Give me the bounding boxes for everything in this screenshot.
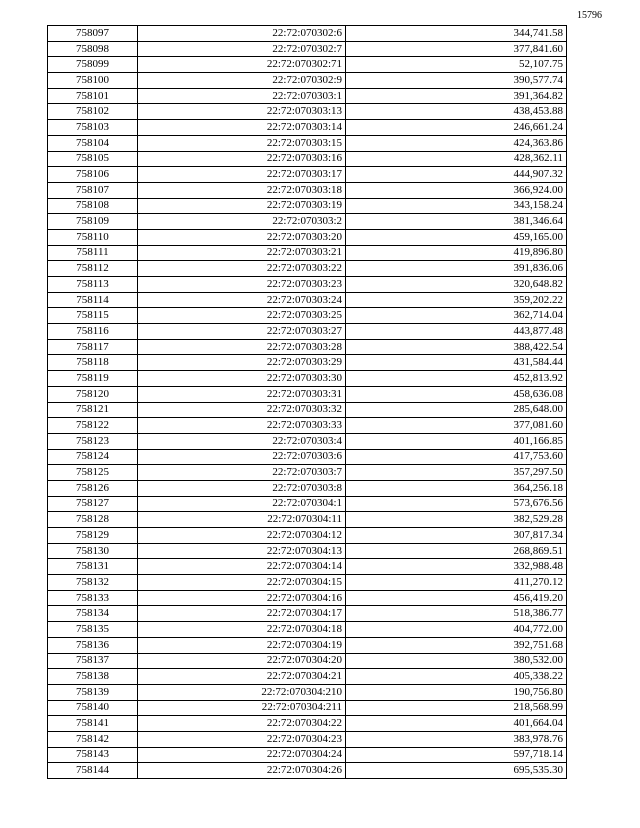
row-number-cell: 758121 [48,402,138,418]
value-cell: 452,813.92 [346,371,567,387]
row-number-cell: 758133 [48,590,138,606]
cadastral-number-cell: 22:72:070304:211 [138,700,346,716]
value-cell: 268,869.51 [346,543,567,559]
table-row [48,324,567,340]
value-cell: 392,751.68 [346,637,567,653]
table-row [48,590,567,606]
table-row [48,167,567,183]
table-row [48,559,567,575]
registry-table-body [48,26,567,779]
row-number-cell: 758136 [48,637,138,653]
table-row [48,104,567,120]
cadastral-number-cell: 22:72:070303:20 [138,229,346,245]
value-cell: 377,841.60 [346,41,567,57]
value-cell: 428,362.11 [346,151,567,167]
table-row [48,88,567,104]
row-number-cell: 758120 [48,386,138,402]
cadastral-number-cell: 22:72:070303:24 [138,292,346,308]
cadastral-number-cell: 22:72:070302:7 [138,41,346,57]
value-cell: 419,896.80 [346,245,567,261]
row-number-cell: 758127 [48,496,138,512]
table-row [48,575,567,591]
cadastral-number-cell: 22:72:070304:26 [138,763,346,779]
table-row [48,355,567,371]
row-number-cell: 758106 [48,167,138,183]
row-number-cell: 758125 [48,465,138,481]
page-number: 15796 [577,10,602,21]
table-row [48,386,567,402]
value-cell: 401,664.04 [346,716,567,732]
table-row [48,731,567,747]
cadastral-number-cell: 22:72:070303:22 [138,261,346,277]
row-number-cell: 758107 [48,182,138,198]
table-row [48,465,567,481]
row-number-cell: 758118 [48,355,138,371]
value-cell: 456,419.20 [346,590,567,606]
value-cell: 391,364.82 [346,88,567,104]
value-cell: 362,714.04 [346,308,567,324]
row-number-cell: 758112 [48,261,138,277]
value-cell: 411,270.12 [346,575,567,591]
cadastral-number-cell: 22:72:070304:16 [138,590,346,606]
row-number-cell: 758135 [48,622,138,638]
table-row [48,637,567,653]
cadastral-number-cell: 22:72:070304:24 [138,747,346,763]
row-number-cell: 758134 [48,606,138,622]
value-cell: 218,568.99 [346,700,567,716]
table-row [48,449,567,465]
cadastral-number-cell: 22:72:070304:1 [138,496,346,512]
value-cell: 573,676.56 [346,496,567,512]
cadastral-number-cell: 22:72:070303:4 [138,433,346,449]
cadastral-number-cell: 22:72:070303:15 [138,135,346,151]
row-number-cell: 758122 [48,418,138,434]
value-cell: 366,924.00 [346,182,567,198]
row-number-cell: 758141 [48,716,138,732]
cadastral-number-cell: 22:72:070303:27 [138,324,346,340]
table-row [48,480,567,496]
table-row [48,120,567,136]
cadastral-number-cell: 22:72:070302:6 [138,26,346,42]
value-cell: 359,202.22 [346,292,567,308]
value-cell: 382,529.28 [346,512,567,528]
table-row [48,261,567,277]
value-cell: 459,165.00 [346,229,567,245]
row-number-cell: 758108 [48,198,138,214]
row-number-cell: 758140 [48,700,138,716]
cadastral-number-cell: 22:72:070303:8 [138,480,346,496]
value-cell: 377,081.60 [346,418,567,434]
table-row [48,371,567,387]
value-cell: 404,772.00 [346,622,567,638]
value-cell: 380,532.00 [346,653,567,669]
row-number-cell: 758131 [48,559,138,575]
row-number-cell: 758113 [48,277,138,293]
value-cell: 357,297.50 [346,465,567,481]
cadastral-number-cell: 22:72:070303:25 [138,308,346,324]
cadastral-number-cell: 22:72:070303:17 [138,167,346,183]
row-number-cell: 758137 [48,653,138,669]
table-row [48,684,567,700]
cadastral-number-cell: 22:72:070303:28 [138,339,346,355]
cadastral-number-cell: 22:72:070304:18 [138,622,346,638]
value-cell: 52,107.75 [346,57,567,73]
cadastral-number-cell: 22:72:070303:16 [138,151,346,167]
row-number-cell: 758124 [48,449,138,465]
table-row [48,433,567,449]
cadastral-number-cell: 22:72:070304:14 [138,559,346,575]
cadastral-number-cell: 22:72:070303:19 [138,198,346,214]
cadastral-number-cell: 22:72:070303:32 [138,402,346,418]
value-cell: 307,817.34 [346,528,567,544]
value-cell: 518,386.77 [346,606,567,622]
cadastral-number-cell: 22:72:070303:2 [138,214,346,230]
table-row [48,151,567,167]
value-cell: 390,577.74 [346,73,567,89]
row-number-cell: 758126 [48,480,138,496]
cadastral-number-cell: 22:72:070303:14 [138,120,346,136]
cadastral-number-cell: 22:72:070303:6 [138,449,346,465]
row-number-cell: 758119 [48,371,138,387]
cadastral-number-cell: 22:72:070304:20 [138,653,346,669]
value-cell: 431,584.44 [346,355,567,371]
value-cell: 438,453.88 [346,104,567,120]
row-number-cell: 758105 [48,151,138,167]
cadastral-number-cell: 22:72:070304:23 [138,731,346,747]
value-cell: 401,166.85 [346,433,567,449]
cadastral-number-cell: 22:72:070303:21 [138,245,346,261]
value-cell: 443,877.48 [346,324,567,340]
cadastral-number-cell: 22:72:070304:12 [138,528,346,544]
value-cell: 343,158.24 [346,198,567,214]
row-number-cell: 758117 [48,339,138,355]
cadastral-number-cell: 22:72:070304:15 [138,575,346,591]
cadastral-number-cell: 22:72:070303:13 [138,104,346,120]
registry-table [47,25,567,779]
row-number-cell: 758101 [48,88,138,104]
cadastral-number-cell: 22:72:070303:1 [138,88,346,104]
table-row [48,73,567,89]
cadastral-number-cell: 22:72:070303:7 [138,465,346,481]
value-cell: 597,718.14 [346,747,567,763]
cadastral-number-cell: 22:72:070302:9 [138,73,346,89]
value-cell: 332,988.48 [346,559,567,575]
cadastral-number-cell: 22:72:070303:31 [138,386,346,402]
cadastral-number-cell: 22:72:070303:18 [138,182,346,198]
row-number-cell: 758102 [48,104,138,120]
row-number-cell: 758128 [48,512,138,528]
row-number-cell: 758144 [48,763,138,779]
value-cell: 364,256.18 [346,480,567,496]
table-row [48,277,567,293]
table-row [48,606,567,622]
row-number-cell: 758110 [48,229,138,245]
row-number-cell: 758109 [48,214,138,230]
cadastral-number-cell: 22:72:070304:11 [138,512,346,528]
row-number-cell: 758129 [48,528,138,544]
value-cell: 388,422.54 [346,339,567,355]
row-number-cell: 758099 [48,57,138,73]
row-number-cell: 758111 [48,245,138,261]
table-row [48,653,567,669]
table-row [48,402,567,418]
cadastral-number-cell: 22:72:070304:17 [138,606,346,622]
cadastral-number-cell: 22:72:070304:13 [138,543,346,559]
value-cell: 695,535.30 [346,763,567,779]
row-number-cell: 758142 [48,731,138,747]
table-row [48,763,567,779]
cadastral-number-cell: 22:72:070303:29 [138,355,346,371]
table-row [48,669,567,685]
value-cell: 344,741.58 [346,26,567,42]
table-row [48,182,567,198]
table-row [48,229,567,245]
table-row [48,41,567,57]
row-number-cell: 758139 [48,684,138,700]
value-cell: 424,363.86 [346,135,567,151]
table-row [48,747,567,763]
table-row [48,418,567,434]
cadastral-number-cell: 22:72:070303:30 [138,371,346,387]
row-number-cell: 758098 [48,41,138,57]
table-row [48,57,567,73]
table-row [48,26,567,42]
table-row [48,135,567,151]
value-cell: 417,753.60 [346,449,567,465]
value-cell: 190,756.80 [346,684,567,700]
row-number-cell: 758115 [48,308,138,324]
value-cell: 444,907.32 [346,167,567,183]
value-cell: 246,661.24 [346,120,567,136]
row-number-cell: 758097 [48,26,138,42]
value-cell: 405,338.22 [346,669,567,685]
value-cell: 285,648.00 [346,402,567,418]
row-number-cell: 758116 [48,324,138,340]
cadastral-number-cell: 22:72:070303:33 [138,418,346,434]
row-number-cell: 758138 [48,669,138,685]
cadastral-number-cell: 22:72:070304:22 [138,716,346,732]
table-row [48,198,567,214]
table-row [48,308,567,324]
value-cell: 320,648.82 [346,277,567,293]
value-cell: 391,836.06 [346,261,567,277]
row-number-cell: 758123 [48,433,138,449]
table-row [48,339,567,355]
table-row [48,292,567,308]
table-row [48,700,567,716]
table-row [48,214,567,230]
row-number-cell: 758143 [48,747,138,763]
table-row [48,512,567,528]
table-row [48,496,567,512]
table-row [48,543,567,559]
table-row [48,528,567,544]
row-number-cell: 758100 [48,73,138,89]
row-number-cell: 758103 [48,120,138,136]
cadastral-number-cell: 22:72:070302:71 [138,57,346,73]
row-number-cell: 758132 [48,575,138,591]
cadastral-number-cell: 22:72:070304:19 [138,637,346,653]
row-number-cell: 758114 [48,292,138,308]
cadastral-number-cell: 22:72:070304:210 [138,684,346,700]
value-cell: 458,636.08 [346,386,567,402]
cadastral-number-cell: 22:72:070303:23 [138,277,346,293]
value-cell: 381,346.64 [346,214,567,230]
table-row [48,716,567,732]
table-row [48,622,567,638]
row-number-cell: 758130 [48,543,138,559]
table-row [48,245,567,261]
cadastral-number-cell: 22:72:070304:21 [138,669,346,685]
row-number-cell: 758104 [48,135,138,151]
value-cell: 383,978.76 [346,731,567,747]
